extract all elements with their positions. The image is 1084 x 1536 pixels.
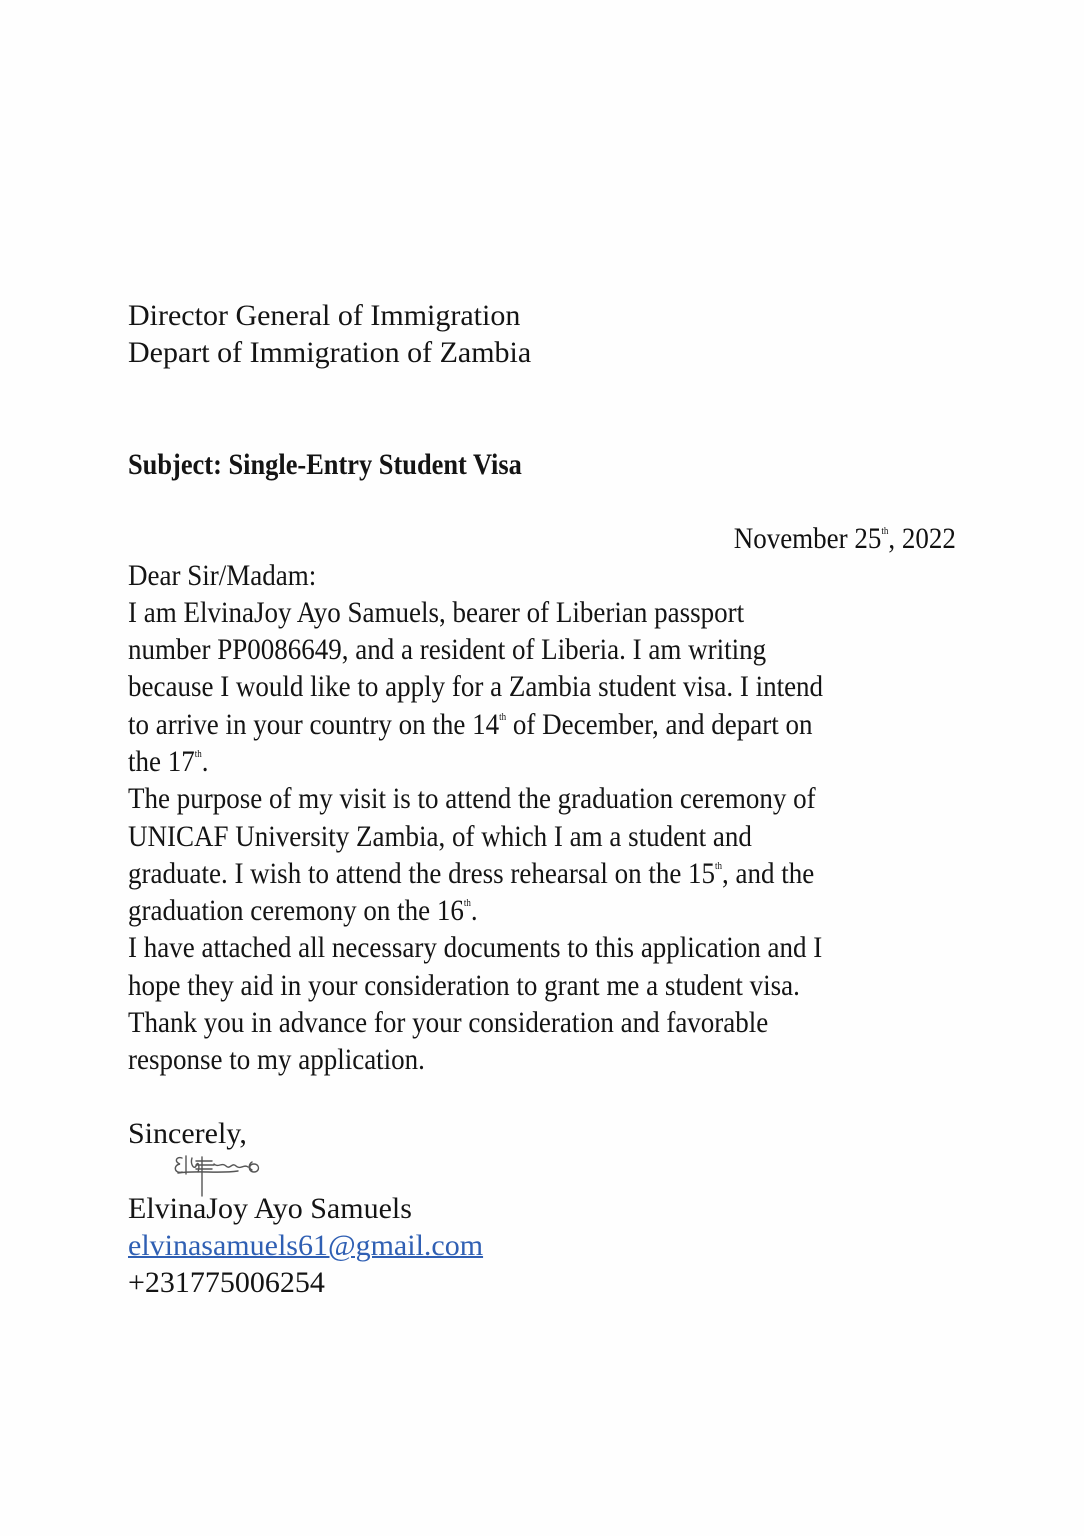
body-line: response to my application. (128, 1043, 425, 1076)
date-year: , 2022 (888, 522, 956, 555)
ordinal-suffix: th (499, 712, 507, 723)
body-text: graduation ceremony on the 16 (128, 894, 464, 927)
body-line: Thank you in advance for your consideration and favorable (128, 1006, 769, 1039)
body-line: The purpose of my visit is to attend the graduation ceremony of (128, 782, 816, 815)
subject-line: Subject: Single-Entry Student Visa (128, 448, 522, 481)
body-line: number PP0086649, and a resident of Liberia. I am writing (128, 633, 767, 666)
body-text: , and the (722, 857, 815, 890)
ordinal-suffix: th (715, 861, 723, 872)
body-line (128, 855, 814, 892)
body-text: . (201, 745, 209, 778)
body-line (128, 743, 208, 780)
body-text: graduate. I wish to attend the dress rehearsal on the 15 (128, 857, 716, 890)
recipient-line-2: Depart of Immigration of Zambia (128, 336, 532, 369)
signatory-name: ElvinaJoy Ayo Samuels (128, 1192, 412, 1225)
letter-date (734, 520, 956, 557)
body-line: I have attached all necessary documents to this application and I (128, 931, 823, 964)
body-text: the 17 (128, 745, 195, 778)
body-text: of December, and depart on (506, 708, 813, 741)
body-text: . (470, 894, 478, 927)
date-suffix: th (881, 526, 889, 537)
signatory-phone: +231775006254 (128, 1266, 325, 1299)
body-text: to arrive in your country on the 14 (128, 708, 500, 741)
body-line (128, 892, 478, 929)
ordinal-suffix: th (194, 749, 202, 760)
signatory-email[interactable] (128, 1227, 483, 1264)
date-month-day: November 25 (733, 522, 882, 555)
salutation: Dear Sir/Madam: (128, 559, 317, 592)
body-line: UNICAF University Zambia, of which I am a student and (128, 820, 752, 853)
body-line: I am ElvinaJoy Ayo Samuels, bearer of Liberian passport (128, 596, 745, 629)
closing: Sincerely, (128, 1117, 247, 1150)
ordinal-suffix: th (463, 898, 471, 909)
email-link[interactable]: elvinasamuels61@gmail.com (128, 1229, 484, 1262)
body-line (128, 706, 812, 743)
body-line: hope they aid in your consideration to grant me a student visa. (128, 969, 800, 1002)
body-line: because I would like to apply for a Zambia student visa. I intend (128, 670, 824, 703)
recipient-line-1: Director General of Immigration (128, 299, 521, 332)
